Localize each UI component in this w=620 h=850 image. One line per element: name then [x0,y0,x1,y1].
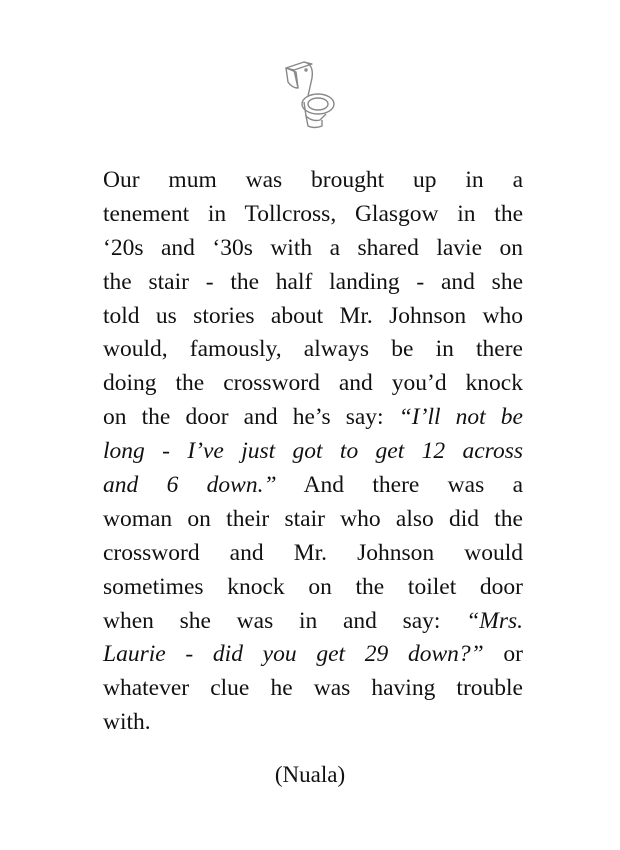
quote-text: and 6 down.” [103,472,277,499]
story-line [103,605,523,639]
attribution: (Nuala) [274,762,346,787]
story-line [103,503,523,537]
story-line [103,333,523,367]
story-line [103,266,523,300]
story-text-segment: tenement in Tollcross, Glasgow in the [103,200,523,227]
quote-text: “I’ll not be [398,404,523,431]
story-line [103,638,523,672]
story-line [103,469,523,503]
story-text-segment: doing the crossword and you’d knock [103,370,523,397]
story-text-segment: told us stories about Mr. Johnson who [103,302,523,329]
story-text [103,164,523,740]
quote-text: “Mrs. [466,607,523,634]
story-line [103,672,523,706]
story-text-segment: or [483,641,523,668]
story-text-segment: And there was a [276,472,523,499]
story-text-segment: sometimes knock on the toilet door [103,573,523,600]
story-text-segment: on the door and he’s say: [103,404,399,431]
story-line [103,537,523,571]
story-line [103,164,523,198]
story-text-segment: with. [103,709,151,736]
story-text-segment: whatever clue he was having trouble [103,675,523,702]
toilet-icon [282,58,338,130]
story-line [103,706,523,740]
story-text-segment: the stair - the half landing - and she [103,268,523,295]
story-line [103,232,523,266]
story-line [103,571,523,605]
story-text-segment: would, famously, always be in there [103,336,523,363]
story-line [103,367,523,401]
quote-text: Laurie - did you get 29 down?” [103,641,484,668]
quote-text: long - I’ve just got to get 12 across [103,438,523,465]
story-line [103,300,523,334]
story-text-segment: when she was in and say: [103,607,467,634]
story-line [103,401,523,435]
story-text-segment: ‘20s and ‘30s with a shared lavie on [103,234,523,261]
story-text-segment: woman on their stair who also did the [103,505,523,532]
story-line [103,435,523,469]
story-text-segment: Our mum was brought up in a [103,167,523,193]
story-line [103,198,523,232]
story-text-segment: crossword and Mr. Johnson would [103,539,523,566]
